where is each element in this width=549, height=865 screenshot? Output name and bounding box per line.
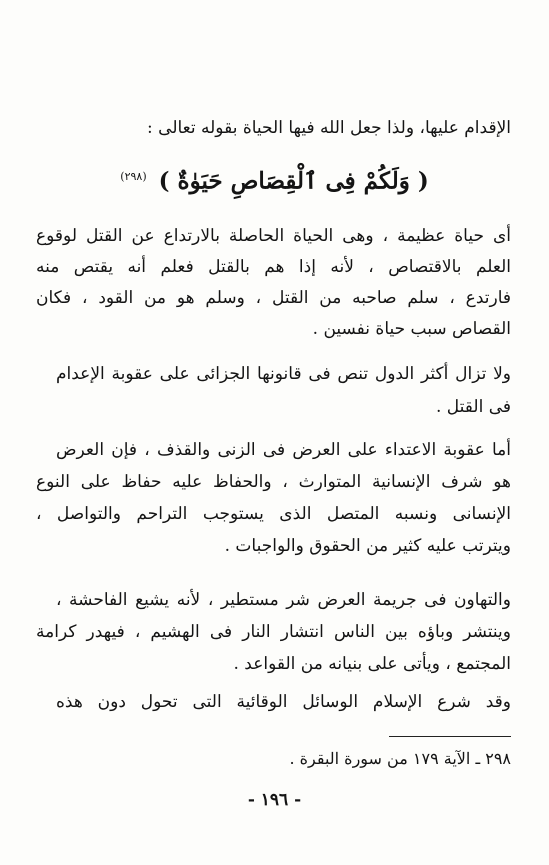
- paragraph-4-line-2: وينتشر وباؤه بين الناس انتشار النار فى الهشيم ، فيهدر كرامة: [36, 622, 511, 642]
- paragraph-3-line-3: الإنسانى ونسبه المتصل الذى يستوجب التراحم والتواصل ،: [36, 504, 511, 524]
- paragraph-4-line-1: والتهاون فى جريمة العرض شر مستطير ، لأنه يشيع الفاحشة ،: [56, 590, 511, 610]
- quran-verse: [0, 160, 549, 199]
- paragraph-2-line-2: فى القتل .: [435, 397, 511, 417]
- paragraph-3-line-2: هو شرف الإنسانية المتوارث ، والحفاظ عليه حفاظ على النوع: [36, 472, 511, 492]
- paragraph-5-line-1: وقد شرع الإسلام الوسائل الوقائية التى تحول دون هذه: [56, 692, 511, 712]
- paragraph-3-line-4: ويترتب عليه كثير من الحقوق والواجبات .: [224, 536, 511, 556]
- paragraph-1-line-1: أى حياة عظيمة ، وهى الحياة الحاصلة بالارتداع عن القتل لوقوع: [36, 226, 511, 246]
- paragraph-2-line-1: ولا تزال أكثر الدول تنص فى قانونها الجزائى على عقوبة الإعدام: [56, 364, 511, 384]
- paragraph-1-line-2: العلم بالاقتصاص ، لأنه إذا هم بالقتل فعلم أنه يقتص منه: [36, 257, 511, 277]
- paragraph-4-line-3: المجتمع ، ويأتى على بنيانه من القواعد .: [233, 654, 511, 674]
- footnote: ٢٩٨ ـ الآية ١٧٩ من سورة البقرة .: [289, 749, 511, 768]
- verse-footnote-ref: (٢٩٨): [120, 170, 147, 183]
- paragraph-1-line-3: فارتدع ، سلم صاحبه من القتل ، وسلم هو من القود ، فكان: [36, 288, 511, 308]
- verse-text: ( وَلَكُمْ فِى ٱلْقِصَاصِ حَيَوٰةٌ ): [158, 167, 429, 195]
- footnote-divider: [389, 736, 511, 737]
- paragraph-3-line-1: أما عقوبة الاعتداء على العرض فى الزنى والقذف ، فإن العرض: [56, 440, 511, 460]
- intro-line: الإقدام عليها، ولذا جعل الله فيها الحياة بقوله تعالى :: [147, 118, 511, 138]
- paragraph-1-line-4: القصاص سبب حياة نفسين .: [312, 319, 511, 339]
- page-number: - ١٩٦ -: [247, 790, 302, 810]
